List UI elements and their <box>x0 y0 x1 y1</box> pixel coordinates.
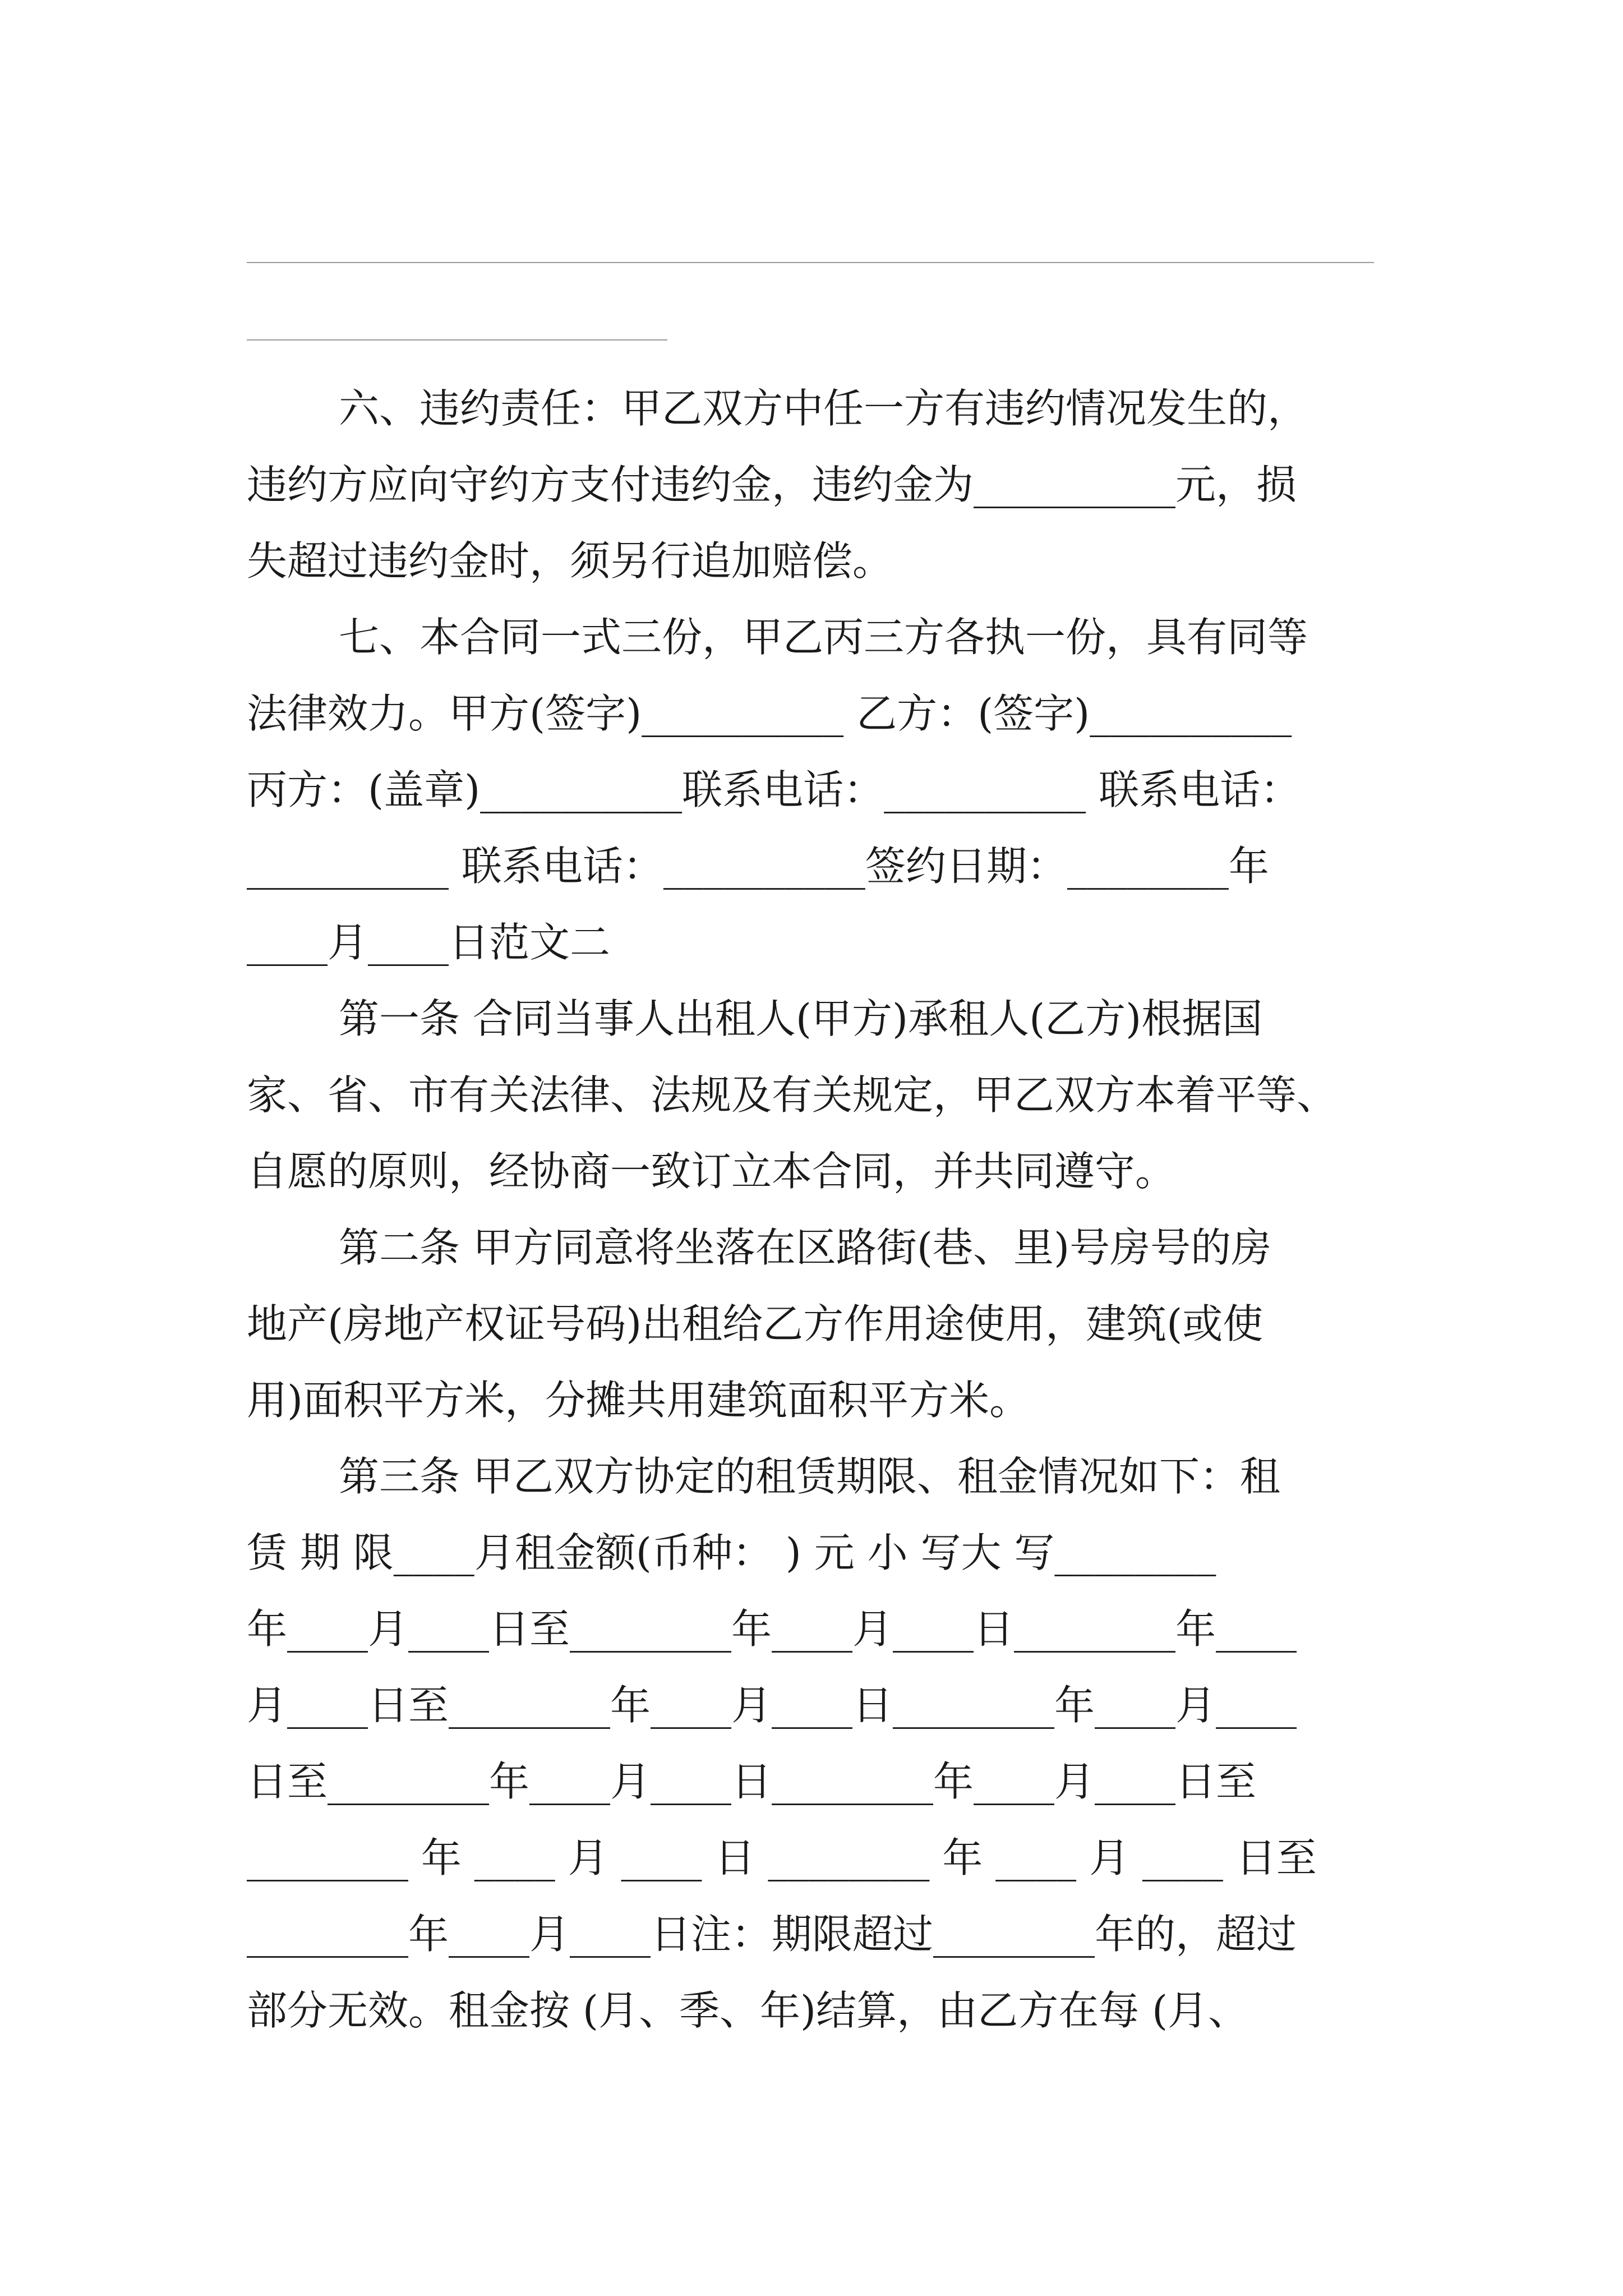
article-three-line-1: 第三条 甲乙双方协定的租赁期限、租金情况如下：租 <box>339 1453 1280 1500</box>
clause-seven-line-3: 丙方：(盖章)__________联系电话：__________ 联系电话： <box>247 766 1301 813</box>
clause-seven-line-2: 法律效力。甲方(签字)__________ 乙方：(签字)__________ <box>247 690 1292 737</box>
clause-six-line-2: 违约方应向守约方支付违约金，违约金为__________元，损 <box>247 461 1297 508</box>
article-three-line-5: 日至________年____月____日________年____月____日至 <box>247 1758 1256 1805</box>
article-one-line-3: 自愿的原则，经协商一致订立本合同，并共同遵守。 <box>247 1148 1176 1195</box>
article-three-line-8: 部分无效。租金按 (月、季、年)结算，由乙方在每 (月、 <box>247 1987 1249 2034</box>
article-three-line-6: ________ 年 ____ 月 ____ 日 ________ 年 ____ 月 ____ 日至 <box>247 1834 1317 1881</box>
clause-seven-line-5: ____月____日范文二 <box>247 919 611 966</box>
clause-seven-line-1: 七、本合同一式三份，甲乙丙三方各执一份，具有同等 <box>339 614 1308 661</box>
article-two-line-3: 用)面积平方米，分摊共用建筑面积平方米。 <box>247 1377 1030 1424</box>
article-one-line-1: 第一条 合同当事人出租人(甲方)承租人(乙方)根据国 <box>339 995 1263 1042</box>
article-two-line-2: 地产(房地产权证号码)出租给乙方作用途使用，建筑(或使 <box>247 1300 1264 1347</box>
blank-line-rule-short <box>247 339 667 341</box>
clause-six-line-1: 六、违约责任：甲乙双方中任一方有违约情况发生的， <box>339 385 1308 432</box>
blank-line-rule <box>247 262 1374 263</box>
clause-six-line-3: 失超过违约金时，须另行追加赔偿。 <box>247 537 893 585</box>
article-three-line-3: 年____月____日至________年____月____日________年____ <box>247 1605 1297 1653</box>
article-one-line-2: 家、省、市有关法律、法规及有关规定，甲乙双方本着平等、 <box>247 1071 1338 1119</box>
article-three-line-2: 赁 期 限____月租金额(币种： ) 元 小 写大 写________ <box>247 1529 1216 1576</box>
article-three-line-4: 月____日至________年____月____日________年____月____ <box>247 1682 1297 1729</box>
article-two-line-1: 第二条 甲方同意将坐落在区路街(巷、里)号房号的房 <box>339 1224 1272 1271</box>
article-three-line-7: ________年____月____日注：期限超过________年的，超过 <box>247 1911 1297 1958</box>
clause-seven-line-4: __________ 联系电话：__________签约日期：________年 <box>247 843 1269 890</box>
contract-body <box>247 370 1391 2049</box>
